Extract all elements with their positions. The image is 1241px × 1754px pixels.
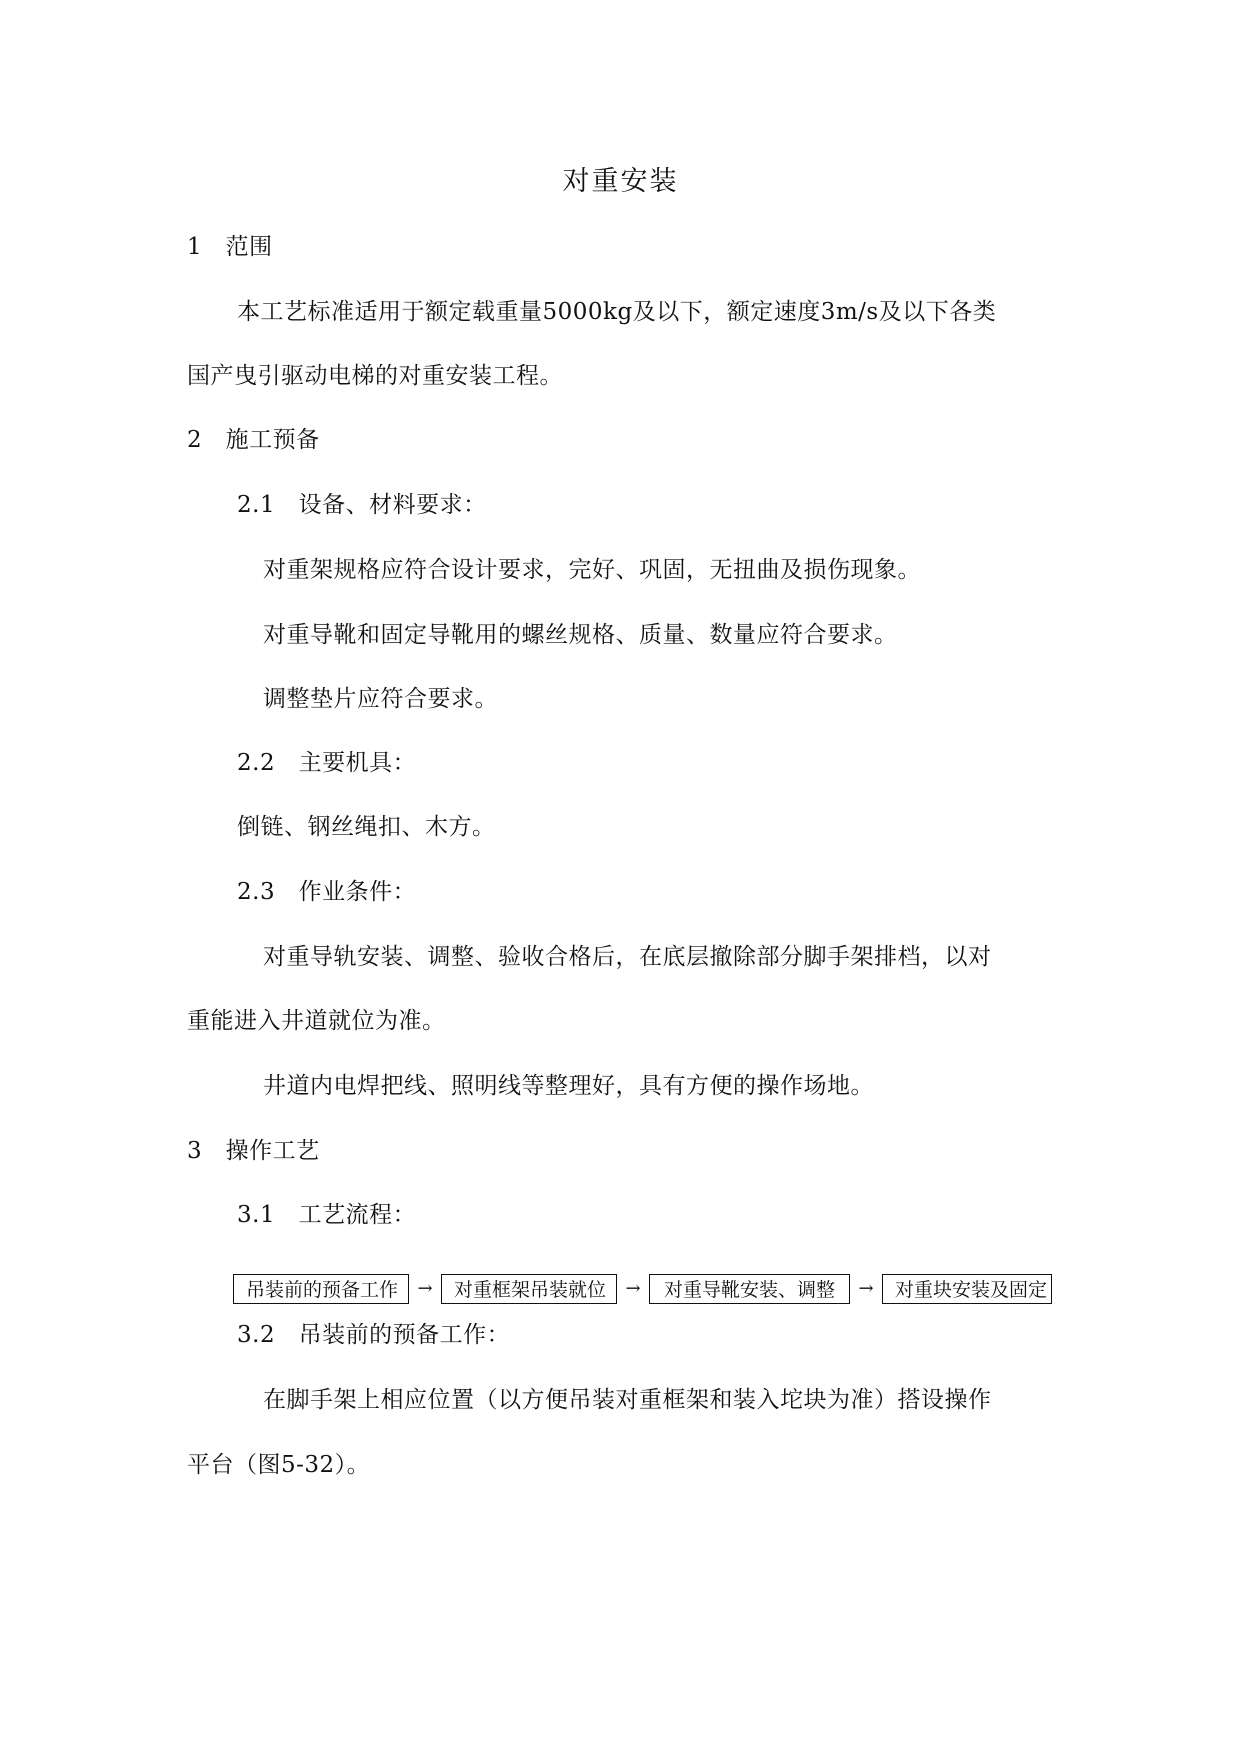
section-2-1-line-3: 调整垫片应符合要求。 bbox=[263, 686, 498, 712]
section-3-2-heading: 3.2 吊装前的预备工作： bbox=[237, 1322, 511, 1348]
flow-arrow-icon: → bbox=[417, 1278, 433, 1299]
section-2-1-heading: 2.1 设备、材料要求： bbox=[237, 492, 487, 518]
section-2-2-line-1: 倒链、钢丝绳扣、木方。 bbox=[237, 814, 496, 840]
flow-arrow-icon: → bbox=[858, 1278, 874, 1299]
section-2-3-line-3: 井道内电焊把线、照明线等整理好，具有方便的操作场地。 bbox=[263, 1073, 874, 1099]
section-2-1-line-2: 对重导靴和固定导靴用的螺丝规格、质量、数量应符合要求。 bbox=[263, 622, 898, 648]
flow-step-2: 对重框架吊装就位 bbox=[441, 1274, 617, 1304]
flow-arrow-icon: → bbox=[625, 1278, 641, 1299]
flow-step-4: 对重块安装及固定 bbox=[882, 1274, 1052, 1304]
section-1-paragraph-line-2: 国产曳引驱动电梯的对重安装工程。 bbox=[187, 363, 563, 389]
flow-step-1: 吊装前的预备工作 bbox=[233, 1274, 409, 1304]
section-3-heading: 3 操作工艺 bbox=[187, 1138, 320, 1164]
section-1-heading: 1 范围 bbox=[187, 234, 273, 260]
page-title: 对重安装 bbox=[562, 166, 679, 197]
process-flowchart bbox=[233, 1272, 1052, 1306]
section-2-3-heading: 2.3 作业条件： bbox=[237, 879, 417, 905]
section-2-1-line-1: 对重架规格应符合设计要求，完好、巩固，无扭曲及损伤现象。 bbox=[263, 557, 921, 583]
section-2-3-line-1: 对重导轨安装、调整、验收合格后，在底层撤除部分脚手架排档，以对 bbox=[263, 944, 992, 970]
section-2-3-line-2: 重能进入井道就位为准。 bbox=[187, 1008, 446, 1034]
section-3-1-heading: 3.1 工艺流程： bbox=[237, 1202, 417, 1228]
section-1-paragraph-line-1: 本工艺标准适用于额定载重量5000kg及以下，额定速度3m/s及以下各类 bbox=[237, 299, 997, 325]
flow-step-3: 对重导靴安装、调整 bbox=[649, 1274, 850, 1304]
section-3-2-line-1: 在脚手架上相应位置（以方便吊装对重框架和装入坨块为准）搭设操作 bbox=[263, 1387, 992, 1413]
section-3-2-line-2: 平台（图5-32）。 bbox=[187, 1452, 371, 1478]
section-2-heading: 2 施工预备 bbox=[187, 427, 320, 453]
section-2-2-heading: 2.2 主要机具： bbox=[237, 750, 417, 776]
